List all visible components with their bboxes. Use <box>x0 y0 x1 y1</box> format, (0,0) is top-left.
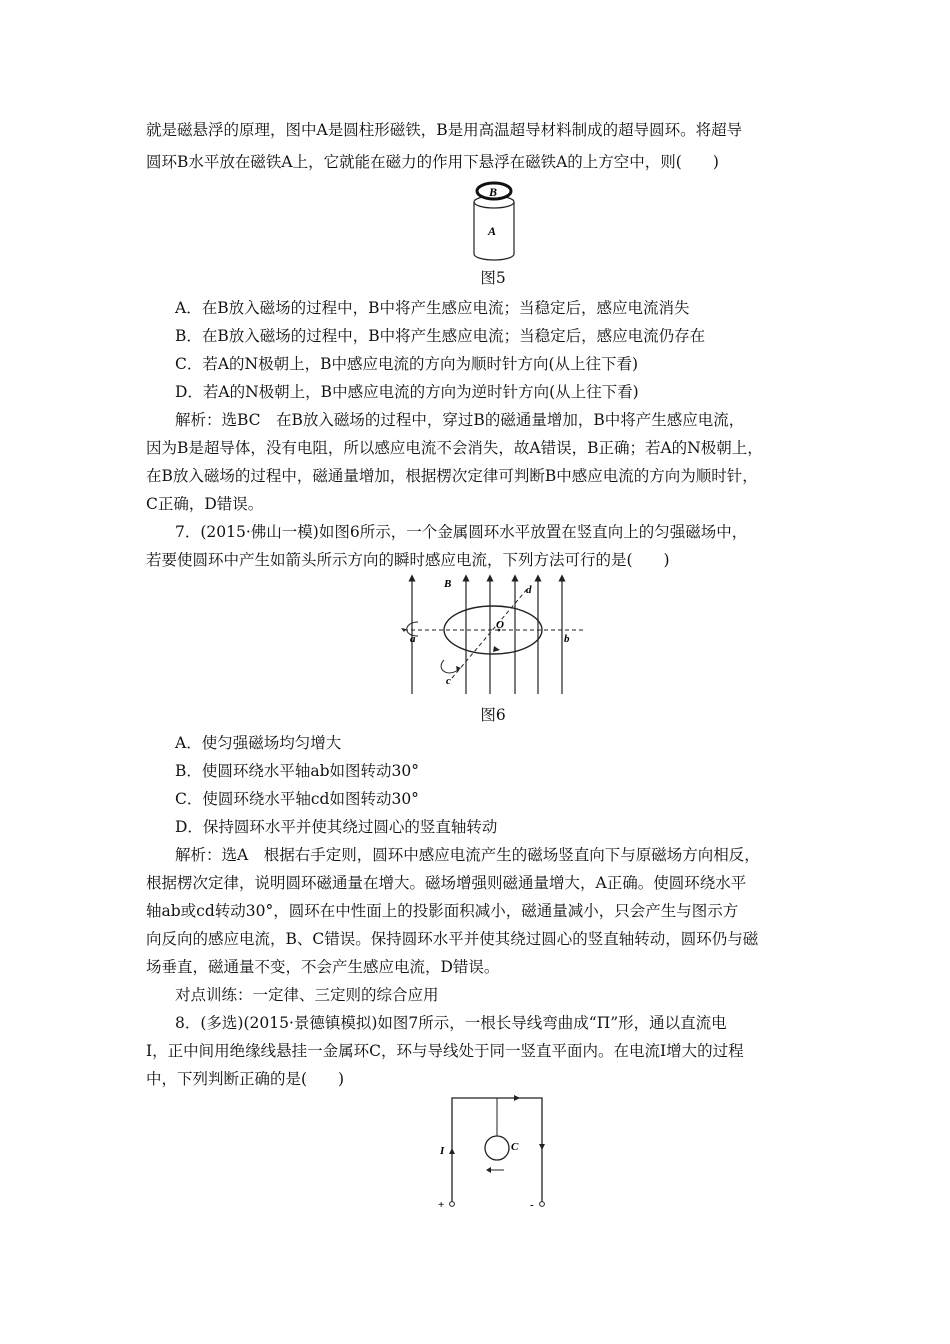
q7-option-c: C．使圆环绕水平轴cd如图转动30° <box>175 790 419 808</box>
figure-5 <box>470 180 520 266</box>
q7-option-a: A．使匀强磁场均匀增大 <box>175 734 342 752</box>
q6-option-b: B．在B放入磁场的过程中，B中将产生感应电流；当稳定后，感应电流仍存在 <box>175 327 706 345</box>
q6-option-c: C．若A的N极朝上，B中感应电流的方向为顺时针方向(从上往下看) <box>175 355 639 373</box>
q6-analysis-line-1: 解析：选BC 在B放入磁场的过程中，穿过B的磁通量增加，B中将产生感应电流， <box>175 411 745 429</box>
point-label-d: d <box>526 584 532 596</box>
q7-analysis-line-1: 解析：选A 根据右手定则，圆环中感应电流产生的磁场竖直向下与原磁场方向相反， <box>175 846 760 864</box>
q7-analysis-line-2: 根据楞次定律，说明圆环磁通量在增大。磁场增强则磁通量增大，A正确。使圆环绕水平 <box>146 874 747 892</box>
q6-stem-line-2: 圆环B水平放在磁铁A上，它就能在磁力的作用下悬浮在磁铁A的上方空中，则( ) <box>146 153 719 171</box>
current-label-i: I <box>440 1145 445 1157</box>
magnet-label-a: A <box>488 224 497 238</box>
q6-option-d: D．若A的N极朝上，B中感应电流的方向为逆时针方向(从上往下看) <box>175 383 639 401</box>
point-label-c: c <box>446 675 451 687</box>
ring-label-b: B <box>489 185 498 199</box>
q8-stem-line-2: I，正中间用绝缘线悬挂一金属环C，环与导线处于同一竖直平面内。在电流I增大的过程 <box>146 1042 744 1060</box>
q6-stem-line-1: 就是磁悬浮的原理，图中A是圆柱形磁铁，B是用高温超导材料制成的超导圆环。将超导 <box>146 121 743 139</box>
figure-5-drawing <box>470 180 520 262</box>
q7-stem-line-1: 7．(2015·佛山一模)如图6所示，一个金属圆环水平放置在竖直向上的匀强磁场中， <box>175 523 748 541</box>
q7-analysis-line-5: 场垂直，磁通量不变，不会产生感应电流，D错误。 <box>146 958 500 976</box>
q6-option-a: A．在B放入磁场的过程中，B中将产生感应电流；当稳定后，感应电流消失 <box>175 299 690 317</box>
q6-analysis-line-2: 因为B是超导体，没有电阻，所以感应电流不会消失，故A错误，B正确；若A的N极朝上， <box>146 439 763 457</box>
terminal-plus: + <box>438 1199 445 1211</box>
point-label-b: b <box>564 633 570 645</box>
figure-6 <box>396 574 592 702</box>
q7-stem-line-2: 若要使圆环中产生如箭头所示方向的瞬时感应电流，下列方法可行的是( ) <box>146 551 670 569</box>
ring-label-c: C <box>511 1141 519 1153</box>
figure-5-caption: 图5 <box>480 269 506 287</box>
q6-analysis-line-4: C正确，D错误。 <box>146 495 264 513</box>
q7-analysis-line-3: 轴ab或cd转动30°，圆环在中性面上的投影面积减小，磁通量减小，只会产生与图示方 <box>146 902 739 920</box>
field-label-b: B <box>444 578 452 590</box>
section-title: 对点训练：一定律、三定则的综合应用 <box>175 986 439 1004</box>
figure-7 <box>434 1090 554 1216</box>
figure-6-drawing <box>396 574 592 698</box>
q7-option-b: B．使圆环绕水平轴ab如图转动30° <box>175 762 420 780</box>
q8-stem-line-3: 中，下列判断正确的是( ) <box>146 1070 345 1088</box>
figure-7-drawing <box>434 1090 554 1212</box>
q7-option-d: D．保持圆环水平并使其绕过圆心的竖直轴转动 <box>175 818 498 836</box>
q8-stem-line-1: 8．(多选)(2015·景德镇模拟)如图7所示，一根长导线弯曲成“Π”形，通以直流电 <box>175 1014 727 1032</box>
q7-analysis-line-4: 向反向的感应电流，B、C错误。保持圆环水平并使其绕过圆心的竖直轴转动，圆环仍与磁 <box>146 930 759 948</box>
figure-6-caption: 图6 <box>480 706 506 724</box>
q6-analysis-line-3: 在B放入磁场的过程中，磁通量增加，根据楞次定律可判断B中感应电流的方向为顺时针， <box>146 467 758 485</box>
center-label-o: O <box>496 619 504 631</box>
point-label-a: a <box>410 633 416 645</box>
terminal-minus: - <box>530 1199 534 1211</box>
